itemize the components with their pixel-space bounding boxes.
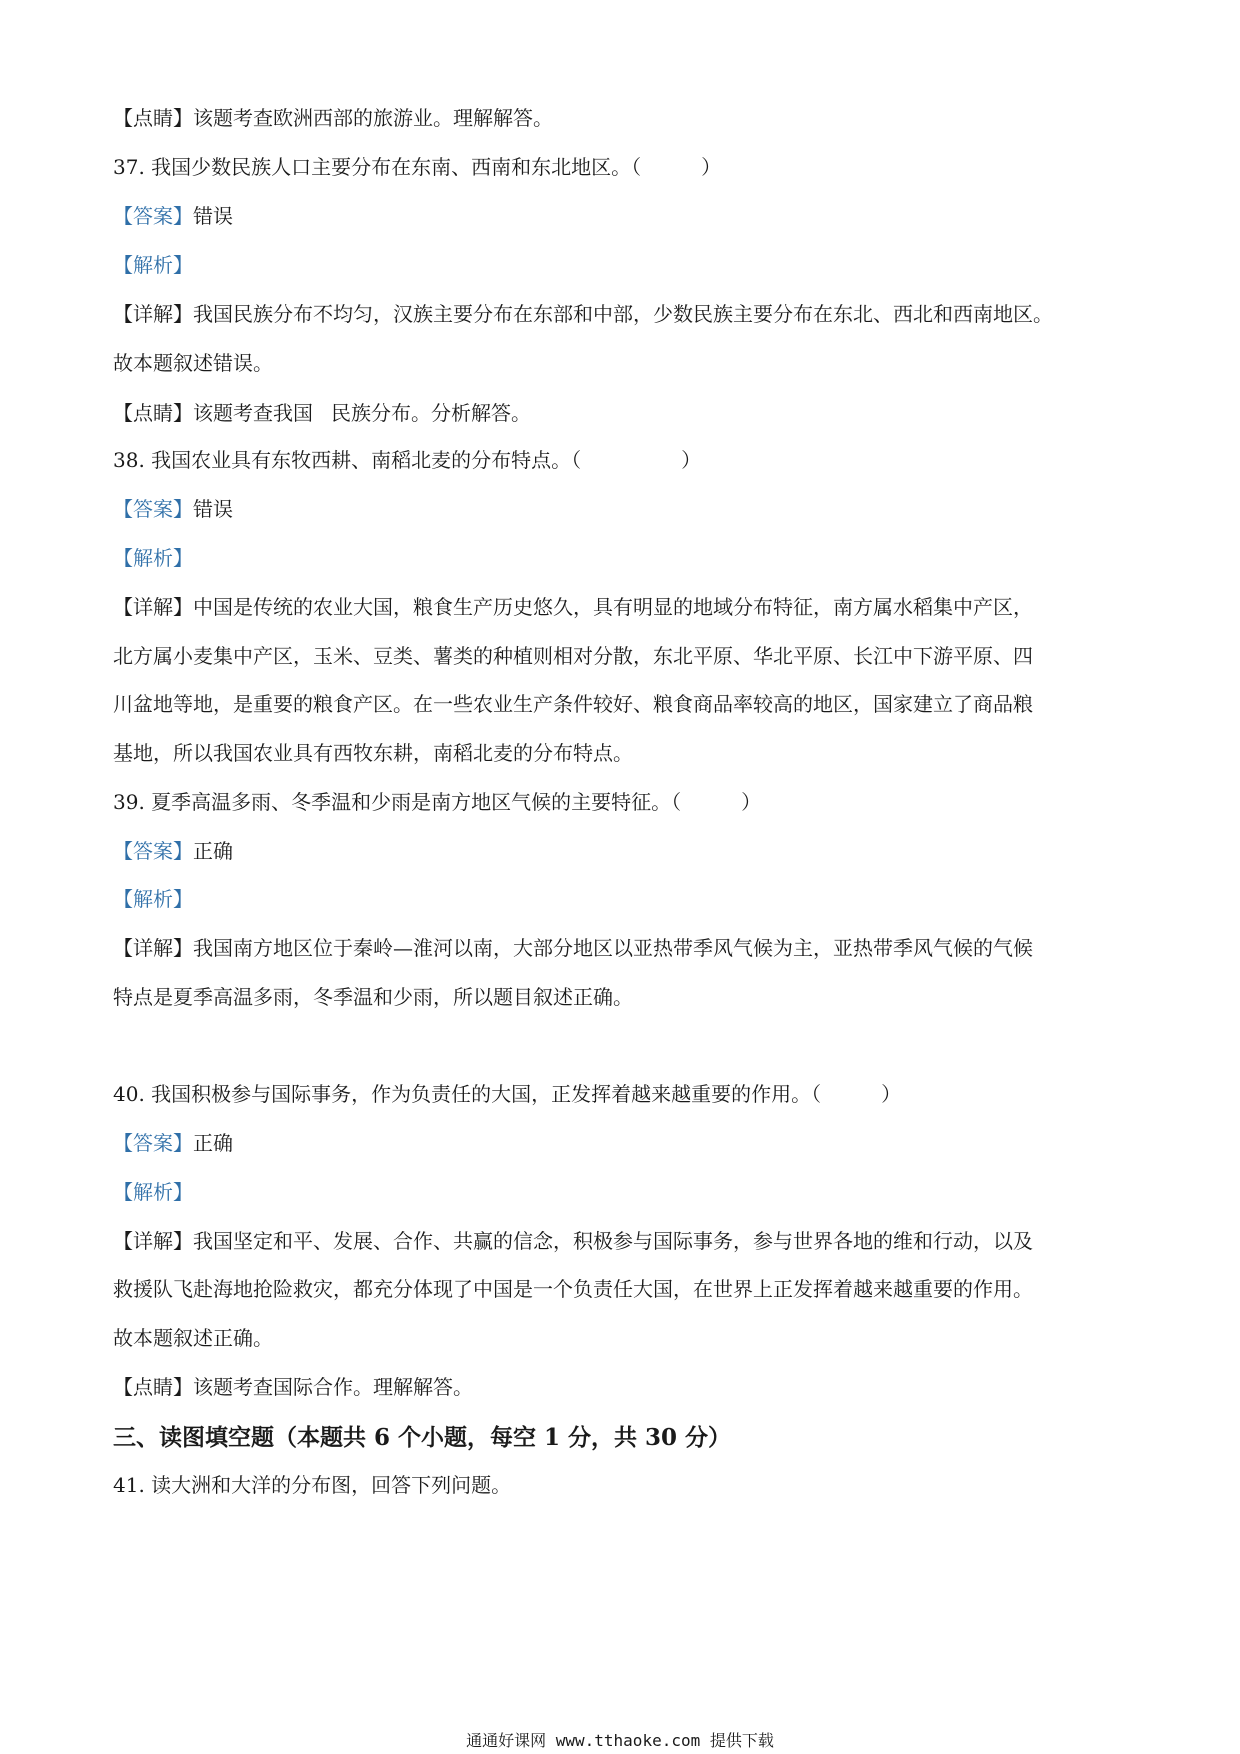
comment-text-a: 该题考查我国 (193, 401, 313, 425)
answer-tag: 【答案】 (113, 204, 193, 228)
q40-answer (113, 1129, 233, 1157)
detail-tag: 【详解】 (113, 936, 193, 960)
comment-tag: 【点睛】 (113, 106, 193, 130)
q41-question: 41. 读大洲和大洋的分布图，回答下列问题。 (113, 1473, 512, 1497)
section-heading: 三、读图填空题（本题共 6 个小题，每空 1 分，共 30 分） (113, 1424, 732, 1451)
comment-text-b: 民族分布。分析解答。 (331, 401, 531, 425)
q39-detail-line2: 特点是夏季高温多雨，冬季温和少雨，所以题目叙述正确。 (113, 985, 633, 1009)
q38-detail-line2: 北方属小麦集中产区，玉米、豆类、薯类的种植则相对分散，东北平原、华北平原、长江中下游平原、四 (113, 644, 1033, 668)
q37-detail-line2: 故本题叙述错误。 (113, 351, 273, 375)
q38-answer (113, 495, 233, 523)
q38-analysis-tag: 【解析】 (113, 546, 193, 570)
answer-tag: 【答案】 (113, 1131, 193, 1155)
comment-tag: 【点睛】 (113, 401, 193, 425)
comment-text: 该题考查国际合作。理解解答。 (193, 1375, 473, 1399)
detail-text: 我国民族分布不均匀，汉族主要分布在东部和中部，少数民族主要分布在东北、西北和西南地区。 (193, 302, 1053, 326)
q39-answer (113, 837, 233, 865)
q37-comment (113, 399, 531, 427)
comment-tag: 【点睛】 (113, 1375, 193, 1399)
detail-text: 我国南方地区位于秦岭—淮河以南，大部分地区以亚热带季风气候为主，亚热带季风气候的气候 (193, 936, 1033, 960)
q40-detail-line1 (113, 1227, 1033, 1255)
q40-comment (113, 1373, 473, 1401)
answer-value: 正确 (193, 839, 233, 863)
q38-detail-line3: 川盆地等地，是重要的粮食产区。在一些农业生产条件较好、粮食商品率较高的地区，国家建立了商品粮 (113, 692, 1033, 716)
answer-value: 正确 (193, 1131, 233, 1155)
q37-detail-line1 (113, 300, 1053, 328)
q39-question: 39. 夏季高温多雨、冬季温和少雨是南方地区气候的主要特征。（ ） (113, 790, 762, 814)
detail-text: 我国坚定和平、发展、合作、共赢的信念，积极参与国际事务，参与世界各地的维和行动，以及 (193, 1229, 1033, 1253)
q37-question: 37. 我国少数民族人口主要分布在东南、西南和东北地区。（ ） (113, 155, 722, 179)
q37-analysis-tag: 【解析】 (113, 253, 193, 277)
q39-detail-line1 (113, 934, 1033, 962)
q38-detail-line1 (113, 593, 1033, 621)
q38-question: 38. 我国农业具有东牧西耕、南稻北麦的分布特点。（ ） (113, 448, 702, 472)
q39-analysis-tag: 【解析】 (113, 887, 193, 911)
answer-value: 错误 (193, 204, 233, 228)
detail-text: 中国是传统的农业大国，粮食生产历史悠久，具有明显的地域分布特征，南方属水稻集中产区， (193, 595, 1033, 619)
q37-answer (113, 202, 233, 230)
page-footer: 通通好课网 www.tthaoke.com 提供下载 (466, 1731, 774, 1750)
detail-tag: 【详解】 (113, 1229, 193, 1253)
q40-analysis-tag: 【解析】 (113, 1180, 193, 1204)
q40-detail-line2: 救援队飞赴海地抢险救灾，都充分体现了中国是一个负责任大国，在世界上正发挥着越来越重要的作用。 (113, 1277, 1033, 1301)
q38-detail-line4: 基地，所以我国农业具有西牧东耕，南稻北麦的分布特点。 (113, 741, 633, 765)
q36-comment (113, 104, 553, 132)
detail-tag: 【详解】 (113, 302, 193, 326)
comment-text: 该题考查欧洲西部的旅游业。理解解答。 (193, 106, 553, 130)
q40-detail-line3: 故本题叙述正确。 (113, 1326, 273, 1350)
q40-question: 40. 我国积极参与国际事务，作为负责任的大国，正发挥着越来越重要的作用。（ ） (113, 1082, 902, 1106)
answer-value: 错误 (193, 497, 233, 521)
answer-tag: 【答案】 (113, 839, 193, 863)
answer-tag: 【答案】 (113, 497, 193, 521)
detail-tag: 【详解】 (113, 595, 193, 619)
